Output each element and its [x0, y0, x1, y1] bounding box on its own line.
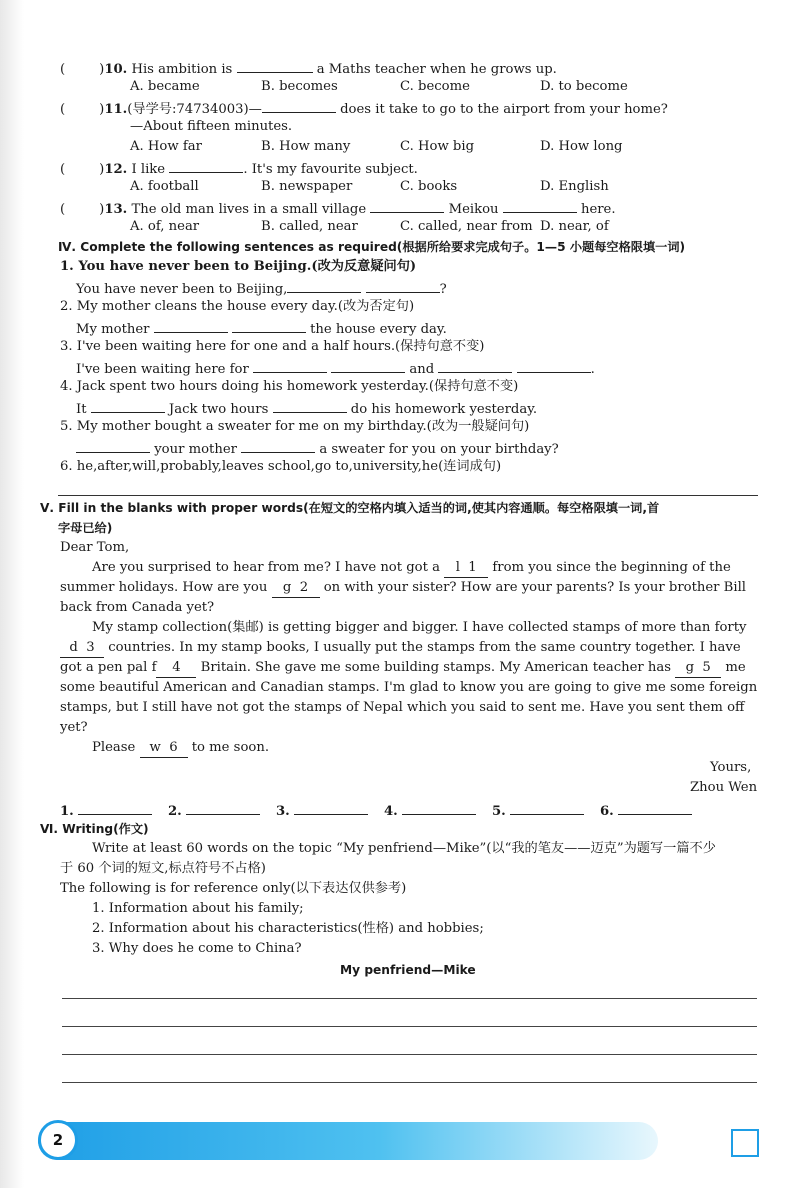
answer-blank[interactable]: [232, 318, 306, 333]
answer-blank[interactable]: [78, 800, 152, 815]
s4-q2: [60, 298, 414, 316]
option-d: D. near, of: [540, 219, 609, 234]
answer-blank[interactable]: [237, 58, 313, 73]
s4-question: 3. I've been waiting here for one and a half hours.(保持句意不变): [60, 339, 485, 354]
s4-a4: [76, 398, 537, 419]
letter-text: Please: [92, 740, 136, 755]
answer-blank[interactable]: [154, 318, 228, 333]
option-d: D. English: [540, 179, 609, 194]
answer-blank[interactable]: [331, 358, 405, 373]
options-12: [130, 178, 609, 196]
question-number: 10.: [104, 62, 128, 77]
s4-answer-text: It: [76, 402, 87, 417]
page-number: [38, 1120, 78, 1160]
section-5-heading-cont: 字母已给): [58, 521, 113, 535]
answer-blank[interactable]: [262, 98, 336, 113]
answer-label: 3.: [276, 804, 290, 819]
page-number-text: 2: [52, 1131, 64, 1149]
answer-label: 5.: [492, 804, 506, 819]
option-b: B. becomes: [261, 79, 338, 94]
answer-paren-open: (: [60, 102, 66, 117]
question-text: The old man lives in a small village: [131, 202, 367, 217]
s4-q6: [60, 458, 501, 476]
options-11: [130, 138, 623, 156]
question-text: . It's my favourite subject.: [243, 162, 418, 177]
letter-text: countries. In my stamp books, I usually put the stamps from the same country together. I have: [108, 640, 741, 655]
letter-text: My stamp collection(集邮) is getting bigger and bigger. I have collected stamps of more than forty: [92, 620, 747, 635]
question-text: (导学号:74734003)—: [127, 102, 262, 117]
option-a: A. football: [130, 179, 199, 194]
writing-line[interactable]: [62, 1054, 757, 1055]
answer-blank[interactable]: [618, 800, 692, 815]
letter-text: back from Canada yet?: [60, 600, 215, 615]
answer-blank[interactable]: [366, 278, 440, 293]
answer-blank[interactable]: [503, 198, 577, 213]
option-c: C. become: [400, 79, 470, 94]
question-13: [60, 198, 616, 219]
s4-answer-text: a sweater for you on your birthday?: [319, 442, 559, 457]
question-10: [60, 58, 557, 79]
option-c: C. How big: [400, 139, 475, 154]
writing-point: 2. Information about his characteristics(性格) and hobbies;: [92, 921, 484, 936]
letter-text: to me soon.: [191, 740, 270, 755]
letter-text: Britain. She gave me some building stamps. My American teacher has: [200, 660, 671, 675]
answer-blank[interactable]: [402, 800, 476, 815]
gap-1[interactable]: [444, 559, 488, 578]
footer-bar: [38, 1122, 658, 1160]
letter-text: stamps, but I still have not got the stamps of Nepal which you said to sent me. Have you sent them off: [60, 700, 745, 715]
letter-line: [60, 639, 741, 658]
s4-question: 4. Jack spent two hours doing his homework yesterday.(保持句意不变): [60, 379, 519, 394]
letter-greeting: Dear Tom,: [60, 540, 130, 555]
letter-line: [60, 659, 746, 678]
s4-a1: [76, 278, 447, 299]
s4-question: 6. he,after,will,probably,leaves school,go to,university,he(连词成句): [60, 459, 502, 474]
s4-answer-text: ?: [439, 282, 447, 297]
writing-instruction: The following is for reference only(以下表达仅供参考): [60, 881, 407, 896]
option-d: D. How long: [540, 139, 623, 154]
answer-blank[interactable]: [253, 358, 327, 373]
section-5-heading: Ⅴ. Fill in the blanks with proper words(在短文的空格内填入适当的词,使其内容通顺。每空格限填一词,首: [40, 501, 660, 515]
answer-blank[interactable]: [241, 438, 315, 453]
gap-2[interactable]: [272, 579, 320, 598]
s4-answer-text: You have never been to Beijing,: [76, 282, 288, 297]
question-11: [60, 98, 668, 119]
gap-initial: g: [282, 580, 292, 595]
gap-number: 1: [468, 560, 477, 575]
s4-answer-line[interactable]: [58, 495, 758, 496]
answer-paren-open: (: [60, 162, 66, 177]
option-a: A. How far: [130, 139, 202, 154]
question-text: I like: [131, 162, 166, 177]
s4-a3: [76, 358, 595, 379]
question-number: 12.: [104, 162, 128, 177]
s4-answer-text: and: [409, 362, 435, 377]
writing-line[interactable]: [62, 1082, 757, 1083]
s4-question: 2. My mother cleans the house every day.(改为否定句): [60, 299, 415, 314]
question-text: Meikou: [448, 202, 499, 217]
writing-title: My penfriend—Mike: [340, 963, 476, 977]
gap-number: 3: [86, 640, 95, 655]
writing-instruction: 于 60 个词的短文,标点符号不占格): [60, 861, 266, 876]
option-c: C. called, near from: [400, 219, 533, 234]
letter-text: on with your sister? How are your parents? Is your brother Bill: [323, 580, 747, 595]
gap-3[interactable]: [60, 639, 104, 658]
s4-q5: [60, 418, 529, 436]
option-b: B. newspaper: [261, 179, 353, 194]
writing-line[interactable]: [62, 1026, 757, 1027]
answer-label: 6.: [600, 804, 614, 819]
answer-blank[interactable]: [273, 398, 347, 413]
question-reply: —About fifteen minutes.: [130, 119, 293, 134]
gap-6[interactable]: [140, 739, 188, 758]
section-6-heading: Ⅵ. Writing(作文): [40, 822, 149, 836]
s4-q1: [60, 258, 416, 276]
section-4-heading: Ⅳ. Complete the following sentences as required(根据所给要求完成句子。1—5 小题每空格限填一词): [58, 240, 686, 254]
page-edge-shadow: [0, 0, 24, 1188]
letter-signature: Zhou Wen: [690, 780, 758, 795]
options-13: [130, 218, 609, 236]
answer-blank[interactable]: [294, 800, 368, 815]
gap-initial: w: [149, 740, 161, 755]
corner-box: [731, 1129, 759, 1157]
s4-answer-text: do his homework yesterday.: [350, 402, 538, 417]
s4-answer-text: My mother: [76, 322, 150, 337]
s4-answer-text: the house every day.: [310, 322, 447, 337]
answer-paren-close: ): [99, 162, 105, 177]
s4-a2: [76, 318, 447, 339]
s4-a5: [76, 438, 559, 459]
s4-answer-text: your mother: [154, 442, 237, 457]
writing-instruction: Write at least 60 words on the topic “My penfriend—Mike”(以“我的笔友——迈克”为题写一篇不少: [92, 841, 716, 856]
letter-closing: Yours,: [710, 760, 752, 775]
question-12: [60, 158, 418, 179]
answer-blank[interactable]: [169, 158, 243, 173]
letter-text: from you since the beginning of the: [492, 560, 731, 575]
letter-line: [60, 579, 746, 598]
s4-q4: [60, 378, 518, 396]
writing-point: 3. Why does he come to China?: [92, 941, 302, 956]
answer-blank[interactable]: [76, 438, 150, 453]
question-text: His ambition is: [131, 62, 233, 77]
question-number: 11.: [104, 102, 128, 117]
option-b: B. How many: [261, 139, 351, 154]
letter-line: [92, 739, 269, 758]
answer-blank[interactable]: [186, 800, 260, 815]
s4-answer-text: I've been waiting here for: [76, 362, 249, 377]
answer-label: 1.: [60, 804, 74, 819]
gap-number: 6: [169, 740, 178, 755]
answer-blank[interactable]: [91, 398, 165, 413]
letter-text: some beautiful American and Canadian stamps. I'm glad to know you are going to give me some foreign: [60, 680, 758, 695]
option-a: A. of, near: [130, 219, 200, 234]
question-text: here.: [580, 202, 616, 217]
question-text: does it take to go to the airport from your home?: [340, 102, 668, 117]
option-b: B. called, near: [261, 219, 358, 234]
gap-4[interactable]: [156, 659, 196, 678]
s4-question: 5. My mother bought a sweater for me on my birthday.(改为一般疑问句): [60, 419, 530, 434]
gap-number: 5: [702, 660, 711, 675]
answer-label: 4.: [384, 804, 398, 819]
letter-text: got a pen pal f: [60, 660, 157, 675]
gap-number: 4: [172, 660, 181, 675]
gap-initial: g: [685, 660, 695, 675]
answer-paren-open: (: [60, 202, 66, 217]
answer-paren-close: ): [99, 202, 105, 217]
s4-q3: [60, 338, 484, 356]
option-c: C. books: [400, 179, 458, 194]
gap-5[interactable]: [675, 659, 721, 678]
answer-blank[interactable]: [517, 358, 591, 373]
letter-text: Are you surprised to hear from me? I have not got a: [92, 560, 440, 575]
s4-question: 1. You have never been to Beijing.(改为反意疑问句): [60, 259, 417, 274]
letter-text: summer holidays. How are you: [60, 580, 268, 595]
letter-line: [92, 559, 731, 578]
answer-label: 2.: [168, 804, 182, 819]
writing-point: 1. Information about his family;: [92, 901, 304, 916]
answer-blank[interactable]: [370, 198, 444, 213]
answer-blank[interactable]: [438, 358, 512, 373]
gap-initial: d: [69, 640, 78, 655]
option-a: A. became: [130, 79, 200, 94]
s4-answer-text: Jack two hours: [168, 402, 269, 417]
s4-answer-text: .: [590, 362, 595, 377]
letter-text: me: [725, 660, 746, 675]
answer-blank[interactable]: [510, 800, 584, 815]
question-number: 13.: [104, 202, 128, 217]
writing-line[interactable]: [62, 998, 757, 999]
gap-initial: l: [455, 560, 460, 575]
answer-paren-close: ): [99, 102, 105, 117]
options-10: [130, 78, 628, 96]
answer-paren-open: (: [60, 62, 66, 77]
answer-paren-close: ): [99, 62, 105, 77]
answer-blank[interactable]: [287, 278, 361, 293]
option-d: D. to become: [540, 79, 628, 94]
gap-number: 2: [299, 580, 309, 595]
question-text: a Maths teacher when he grows up.: [316, 62, 557, 77]
answer-row: [60, 800, 708, 821]
letter-text: yet?: [60, 720, 88, 735]
